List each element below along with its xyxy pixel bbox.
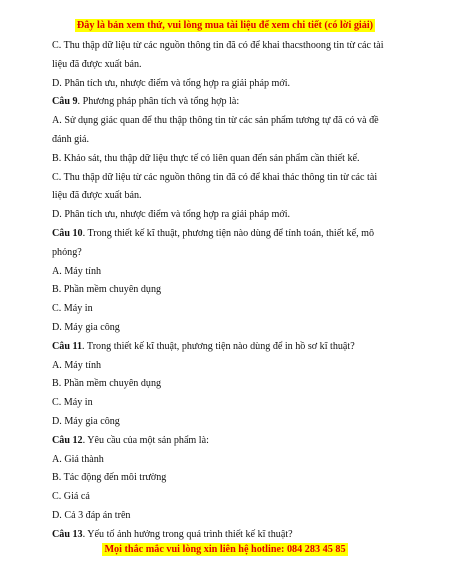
q11-option-a: A. Máy tính bbox=[52, 359, 102, 371]
q11-option-c: C. Máy in bbox=[52, 397, 93, 409]
q8-option-c-line1: C. Thu thập dữ liệu từ các nguồn thông tin đã có để khai thacsthoong tin từ các tài bbox=[52, 40, 384, 51]
question-9-text: . Phương pháp phân tích và tổng hợp là: bbox=[77, 96, 240, 108]
question-12-number: Câu 12 bbox=[52, 434, 83, 446]
q8-option-c-line2: liệu đã được xuất bản. bbox=[52, 58, 142, 70]
q9-option-c-line1: C. Thu thập dữ liệu từ các nguồn thông tin đã có để khai thác thông tin từ các tài bbox=[52, 171, 378, 183]
q11-option-d: D. Máy gia công bbox=[52, 415, 120, 427]
q10-option-d: D. Máy gia công bbox=[52, 321, 120, 333]
question-12-text: . Yêu cầu của một sản phẩm là: bbox=[82, 434, 209, 446]
q10-option-b: B. Phần mềm chuyên dụng bbox=[52, 284, 162, 296]
question-13-text: . Yếu tố ảnh hưởng trong quá trình thiết kế kĩ thuật? bbox=[82, 528, 293, 540]
question-10 bbox=[52, 225, 402, 244]
question-11 bbox=[52, 338, 402, 357]
q9-option-c-line2: liệu đã được xuất bản. bbox=[52, 190, 142, 202]
question-9-number: Câu 9 bbox=[52, 96, 78, 108]
question-9 bbox=[52, 93, 402, 112]
q11-option-b: B. Phần mềm chuyên dụng bbox=[52, 378, 162, 390]
q9-option-d: D. Phân tích ưu, nhược điểm và tổng hợp ra giải pháp mới. bbox=[52, 209, 291, 221]
q10-option-c: C. Máy in bbox=[52, 303, 93, 315]
question-10-text-line1: . Trong thiết kế kĩ thuật, phương tiện nào dùng để tính toán, thiết kế, mô bbox=[82, 227, 375, 239]
q8-option-d: D. Phân tích ưu, nhược điểm và tổng hợp ra giải pháp mới. bbox=[52, 77, 291, 89]
q10-option-a: A. Máy tính bbox=[52, 265, 102, 277]
q12-option-c: C. Giá cả bbox=[52, 491, 90, 503]
document-body bbox=[52, 37, 402, 545]
hotline-banner bbox=[0, 544, 450, 555]
preview-notice-banner bbox=[0, 20, 450, 31]
question-10-text-line2: phỏng? bbox=[52, 246, 82, 258]
q12-option-d: D. Cả 3 đáp án trên bbox=[52, 509, 131, 521]
preview-notice-text: Đây là bản xem thử, vui lòng mua tài liệu để xem chi tiết (có lời giải) bbox=[76, 20, 374, 31]
q9-option-b: B. Khảo sát, thu thập dữ liệu thực tế có liên quan đến sản phẩm cần thiết kế. bbox=[52, 152, 360, 164]
question-11-number: Câu 11 bbox=[52, 340, 83, 352]
q9-option-a-line1: A. Sử dụng giác quan để thu thập thông tin từ các sản phẩm tương tự đã có và đề bbox=[52, 115, 379, 127]
question-13 bbox=[52, 526, 402, 545]
q9-option-a-line2: đánh giá. bbox=[52, 133, 89, 145]
question-12 bbox=[52, 432, 402, 451]
q12-option-b: B. Tác động đến môi trường bbox=[52, 472, 167, 484]
hotline-text: Mọi thắc mắc vui lòng xin liên hệ hotline: 084 283 45 85 bbox=[104, 544, 346, 555]
question-13-number: Câu 13 bbox=[52, 528, 83, 540]
q12-option-a: A. Giá thành bbox=[52, 453, 104, 465]
question-11-text: . Trong thiết kế kĩ thuật, phương tiện nào dùng để in hồ sơ kĩ thuật? bbox=[82, 340, 355, 352]
question-10-number: Câu 10 bbox=[52, 227, 83, 239]
